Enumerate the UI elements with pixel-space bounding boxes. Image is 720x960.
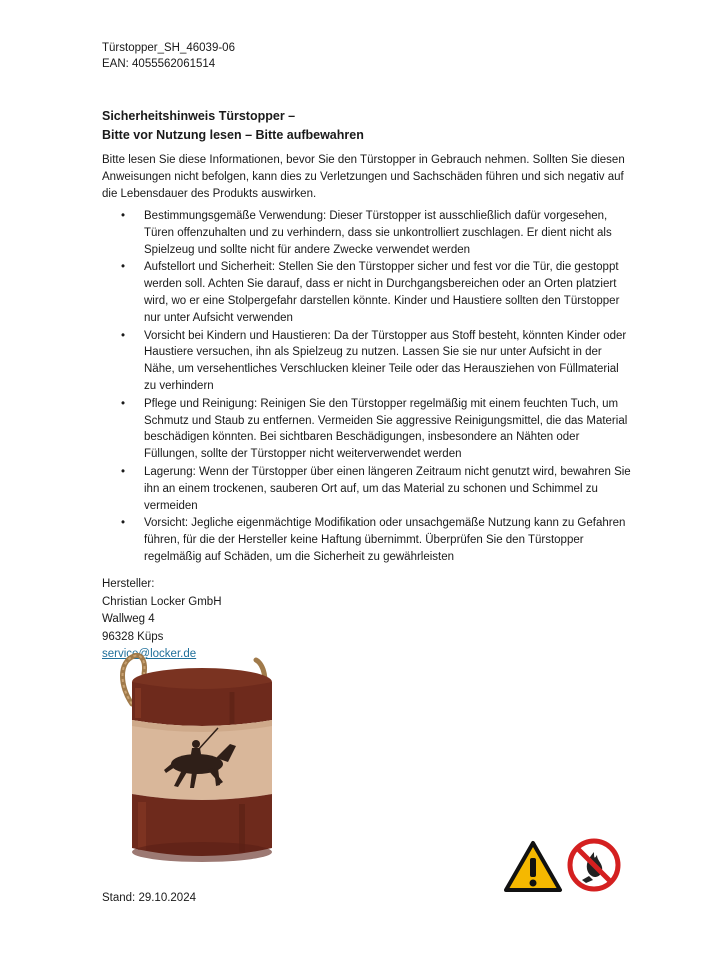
list-item [102, 208, 632, 258]
document-header [102, 40, 235, 72]
no-open-flame-icon [567, 838, 621, 892]
list-item-text: Pflege und Reinigung: Reinigen Sie den Türstopper regelmäßig mit einem feuchten Tuch, um Schmutz und Staub zu entfernen. Vermeiden Sie aggressive Reinigungsmittel, die das Material beschädigen könnten. Bei sichtbaren Beschädigungen, insbesondere an Nähten oder Füllungen, sollte der Türstopper nicht weiterverwendet werden [144, 397, 628, 461]
bullet-symbol: • [121, 465, 126, 478]
bullet-symbol: • [121, 329, 126, 342]
title-line-1: Sicherheitshinweis Türstopper – [102, 109, 296, 123]
list-item-text: Vorsicht: Jegliche eigenmächtige Modifikation oder unsachgemäße Nutzung kann zu Gefahren führen, für die der Hersteller keine Haftung übernimmt. Überprüfen Sie den Türstopper regelmäßig auf Schäden, um die Sicherheit zu gewährleisten [144, 517, 626, 563]
list-item [102, 464, 632, 514]
list-item-text: Vorsicht bei Kindern und Haustieren: Da der Türstopper aus Stoff besteht, könnten Kinder oder Haustiere versuchen, ihn als Spielzeug zu nutzen. Lassen Sie sie nur unter Aufsicht in der Nähe, um versehentliches Verschlucken kleiner Teile oder das Herausziehen von Füllmaterial zu verhindern [144, 329, 627, 392]
list-item [102, 515, 632, 565]
document-title [102, 107, 364, 145]
doorstop-product-image [112, 652, 292, 872]
bullet-symbol: • [121, 517, 126, 530]
list-item-text: Lagerung: Wenn der Türstopper über einen längeren Zeitraum nicht genutzt wird, bewahren Sie ihn an einem trockenen, sauberen Ort auf, um das Material zu schonen und Schimmel zu vermeiden [144, 465, 631, 512]
ean-number: EAN: 4055562061514 [102, 58, 216, 70]
manufacturer-block [102, 576, 222, 664]
bullet-symbol: • [121, 397, 126, 410]
manufacturer-city: 96328 Küps [102, 630, 164, 643]
list-item [102, 396, 632, 463]
manufacturer-street: Wallweg 4 [102, 613, 155, 625]
list-item-text: Aufstellort und Sicherheit: Stellen Sie den Türstopper sicher und fest vor die Tür, die gestoppt werden soll. Achten Sie darauf, dass er nicht in Durchgangsbereichen oder an Orten platziert wird, wo er eine Stolpergefahr darstellen könnte. Kinder und Haustiere sollten den Türstopper nur unter Aufsicht verwenden [144, 261, 620, 324]
list-item [102, 259, 632, 326]
safety-instructions-list [102, 208, 632, 567]
product-code: Türstopper_SH_46039-06 [102, 42, 235, 54]
manufacturer-name: Christian Locker GmbH [102, 595, 222, 608]
manufacturer-email-link[interactable]: service@locker.de [102, 648, 197, 660]
general-warning-icon [503, 840, 563, 894]
bullet-symbol: • [121, 210, 126, 222]
intro-paragraph: Bitte lesen Sie diese Informationen, bevor Sie den Türstopper in Gebrauch nehmen. Sollten Sie diesen Anweisungen nicht befolgen, kann dies zu Verletzungen und Sachschäden führen und sich negativ auf die Lebensdauer des Produkts auswirken. [102, 154, 625, 200]
bullet-symbol: • [121, 261, 126, 274]
manufacturer-label: Hersteller: [102, 578, 155, 590]
title-line-2: Bitte vor Nutzung lesen – Bitte aufbewahren [102, 128, 364, 142]
list-item [102, 328, 632, 395]
list-item-text: Bestimmungsgemäße Verwendung: Dieser Türstopper ist ausschließlich dafür vorgesehen, Türen offenzuhalten und zu verhindern, dass sie unkontrolliert zuschlagen. Er dient nicht als Spielzeug und sollte nicht für andere Zwecke verwendet werden [144, 210, 612, 256]
revision-date: Stand: 29.10.2024 [102, 892, 196, 904]
